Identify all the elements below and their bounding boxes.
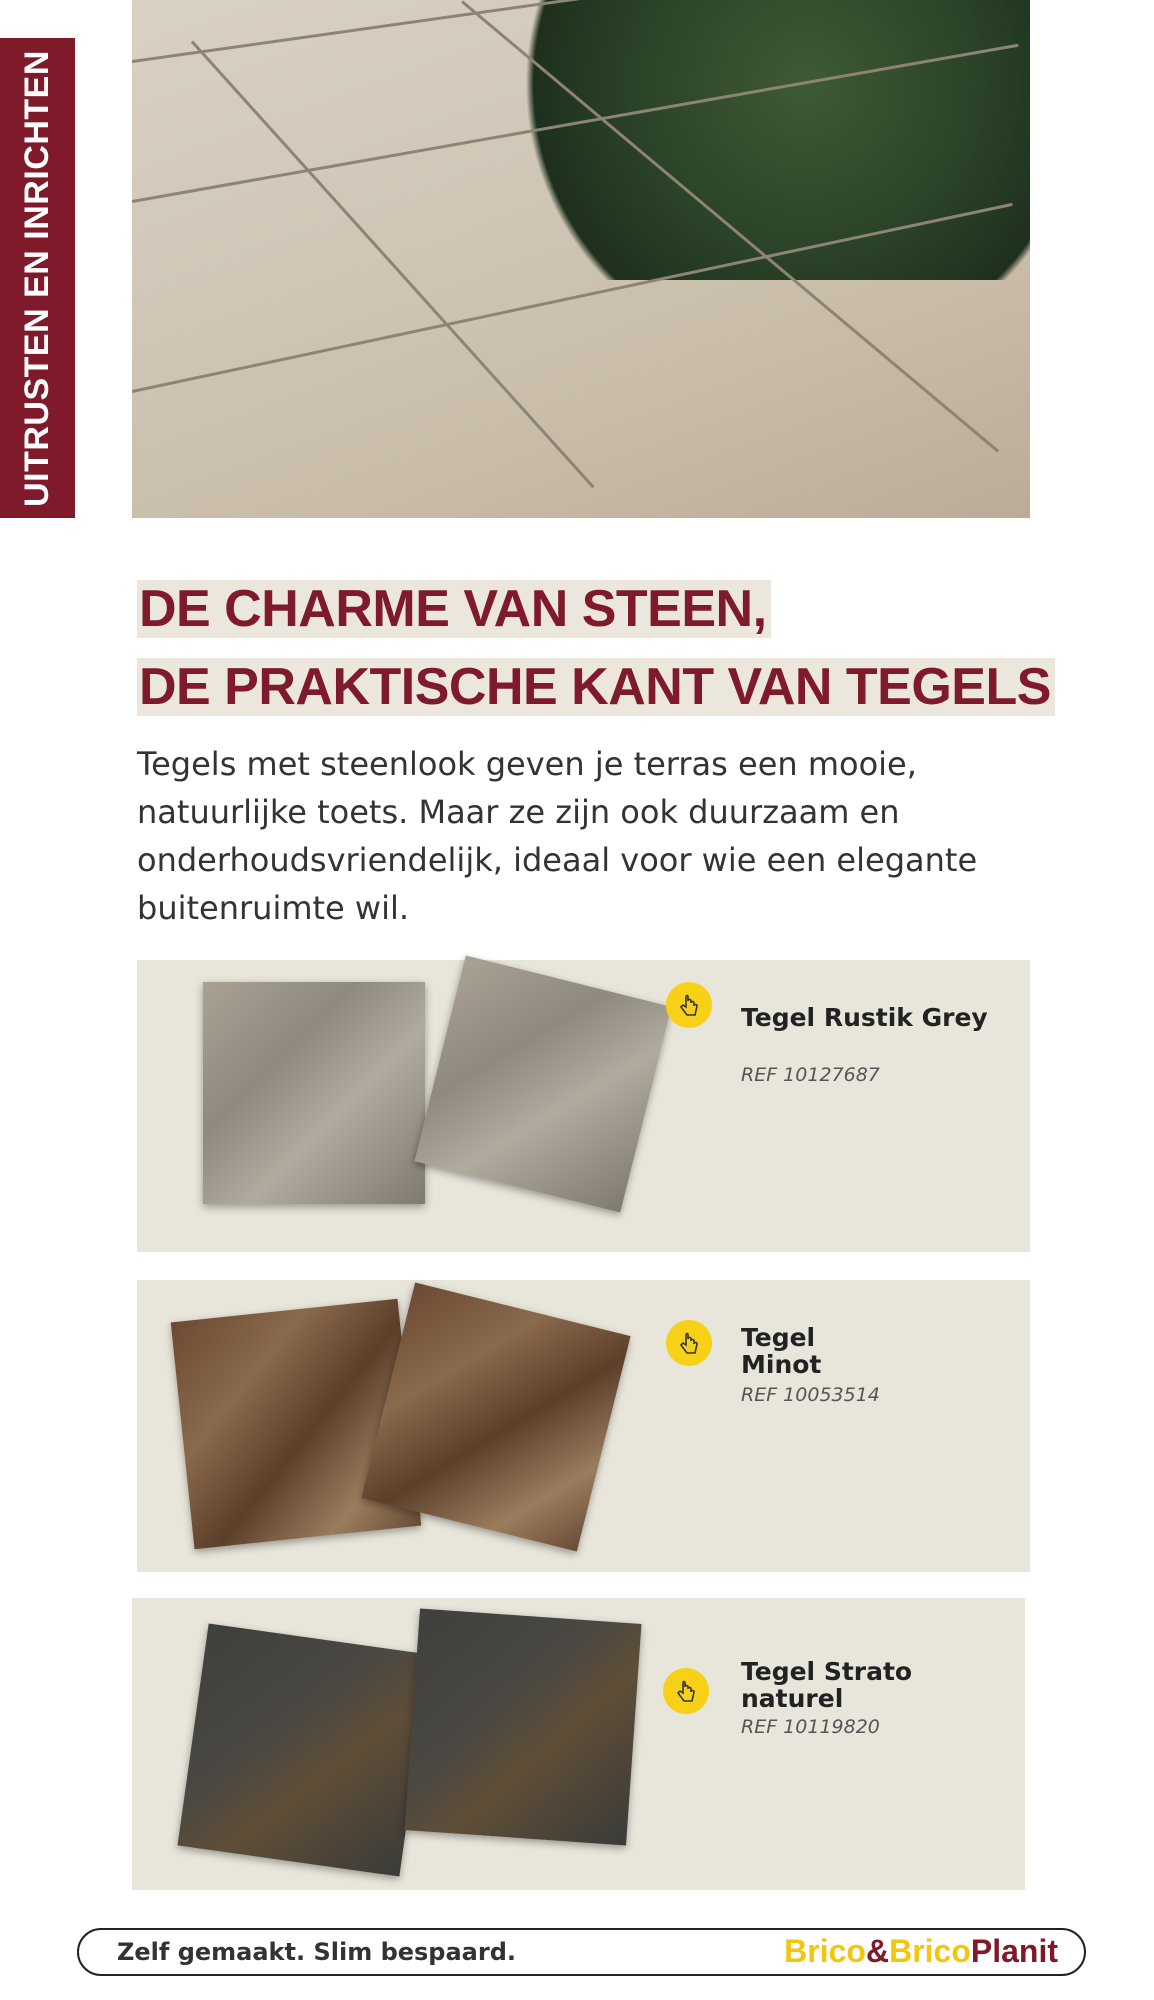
product-card-minot[interactable] xyxy=(137,1280,1030,1572)
product-ref: REF 10053514 xyxy=(741,1384,880,1406)
section-tab xyxy=(0,38,75,518)
title-line-1: DE CHARME VAN STEEN, xyxy=(137,580,771,638)
product-card-rustik-grey[interactable] xyxy=(137,960,1030,1252)
section-tab-label: UITRUSTEN EN INRICHTEN xyxy=(18,49,57,507)
product-name: Tegel Minot xyxy=(741,1323,822,1379)
hero-image-stone-terrace xyxy=(132,0,1030,518)
product-ref: REF 10119820 xyxy=(741,1716,880,1738)
tile-image xyxy=(415,956,672,1213)
tap-hand-icon[interactable] xyxy=(666,982,712,1028)
product-card-strato-naturel[interactable] xyxy=(132,1598,1025,1890)
footer-slogan: Zelf gemaakt. Slim bespaard. xyxy=(117,1938,517,1966)
intro-paragraph: Tegels met steenlook geven je terras een mooie, natuurlijke toets. Maar ze zijn ook duurzaam en onderhoudsvriendelijk, ideaal voor wie een elegante buitenruimte wil. xyxy=(137,745,978,927)
tile-image xyxy=(405,1609,642,1846)
tap-hand-icon[interactable] xyxy=(663,1668,709,1714)
page-title xyxy=(137,570,1055,726)
footer-bar xyxy=(77,1928,1086,1976)
title-line-2: DE PRAKTISCHE KANT VAN TEGELS xyxy=(137,658,1055,716)
brand-logo: Brico&BricoPlanit xyxy=(784,1933,1058,1969)
tile-image xyxy=(178,1624,431,1877)
hedge-area xyxy=(470,0,1030,280)
tile-image xyxy=(203,982,425,1204)
product-ref: REF 10127687 xyxy=(741,1064,880,1086)
product-name: Tegel Strato naturel xyxy=(741,1657,913,1713)
tap-hand-icon[interactable] xyxy=(666,1320,712,1366)
product-name: Tegel Rustik Grey xyxy=(741,1003,988,1032)
